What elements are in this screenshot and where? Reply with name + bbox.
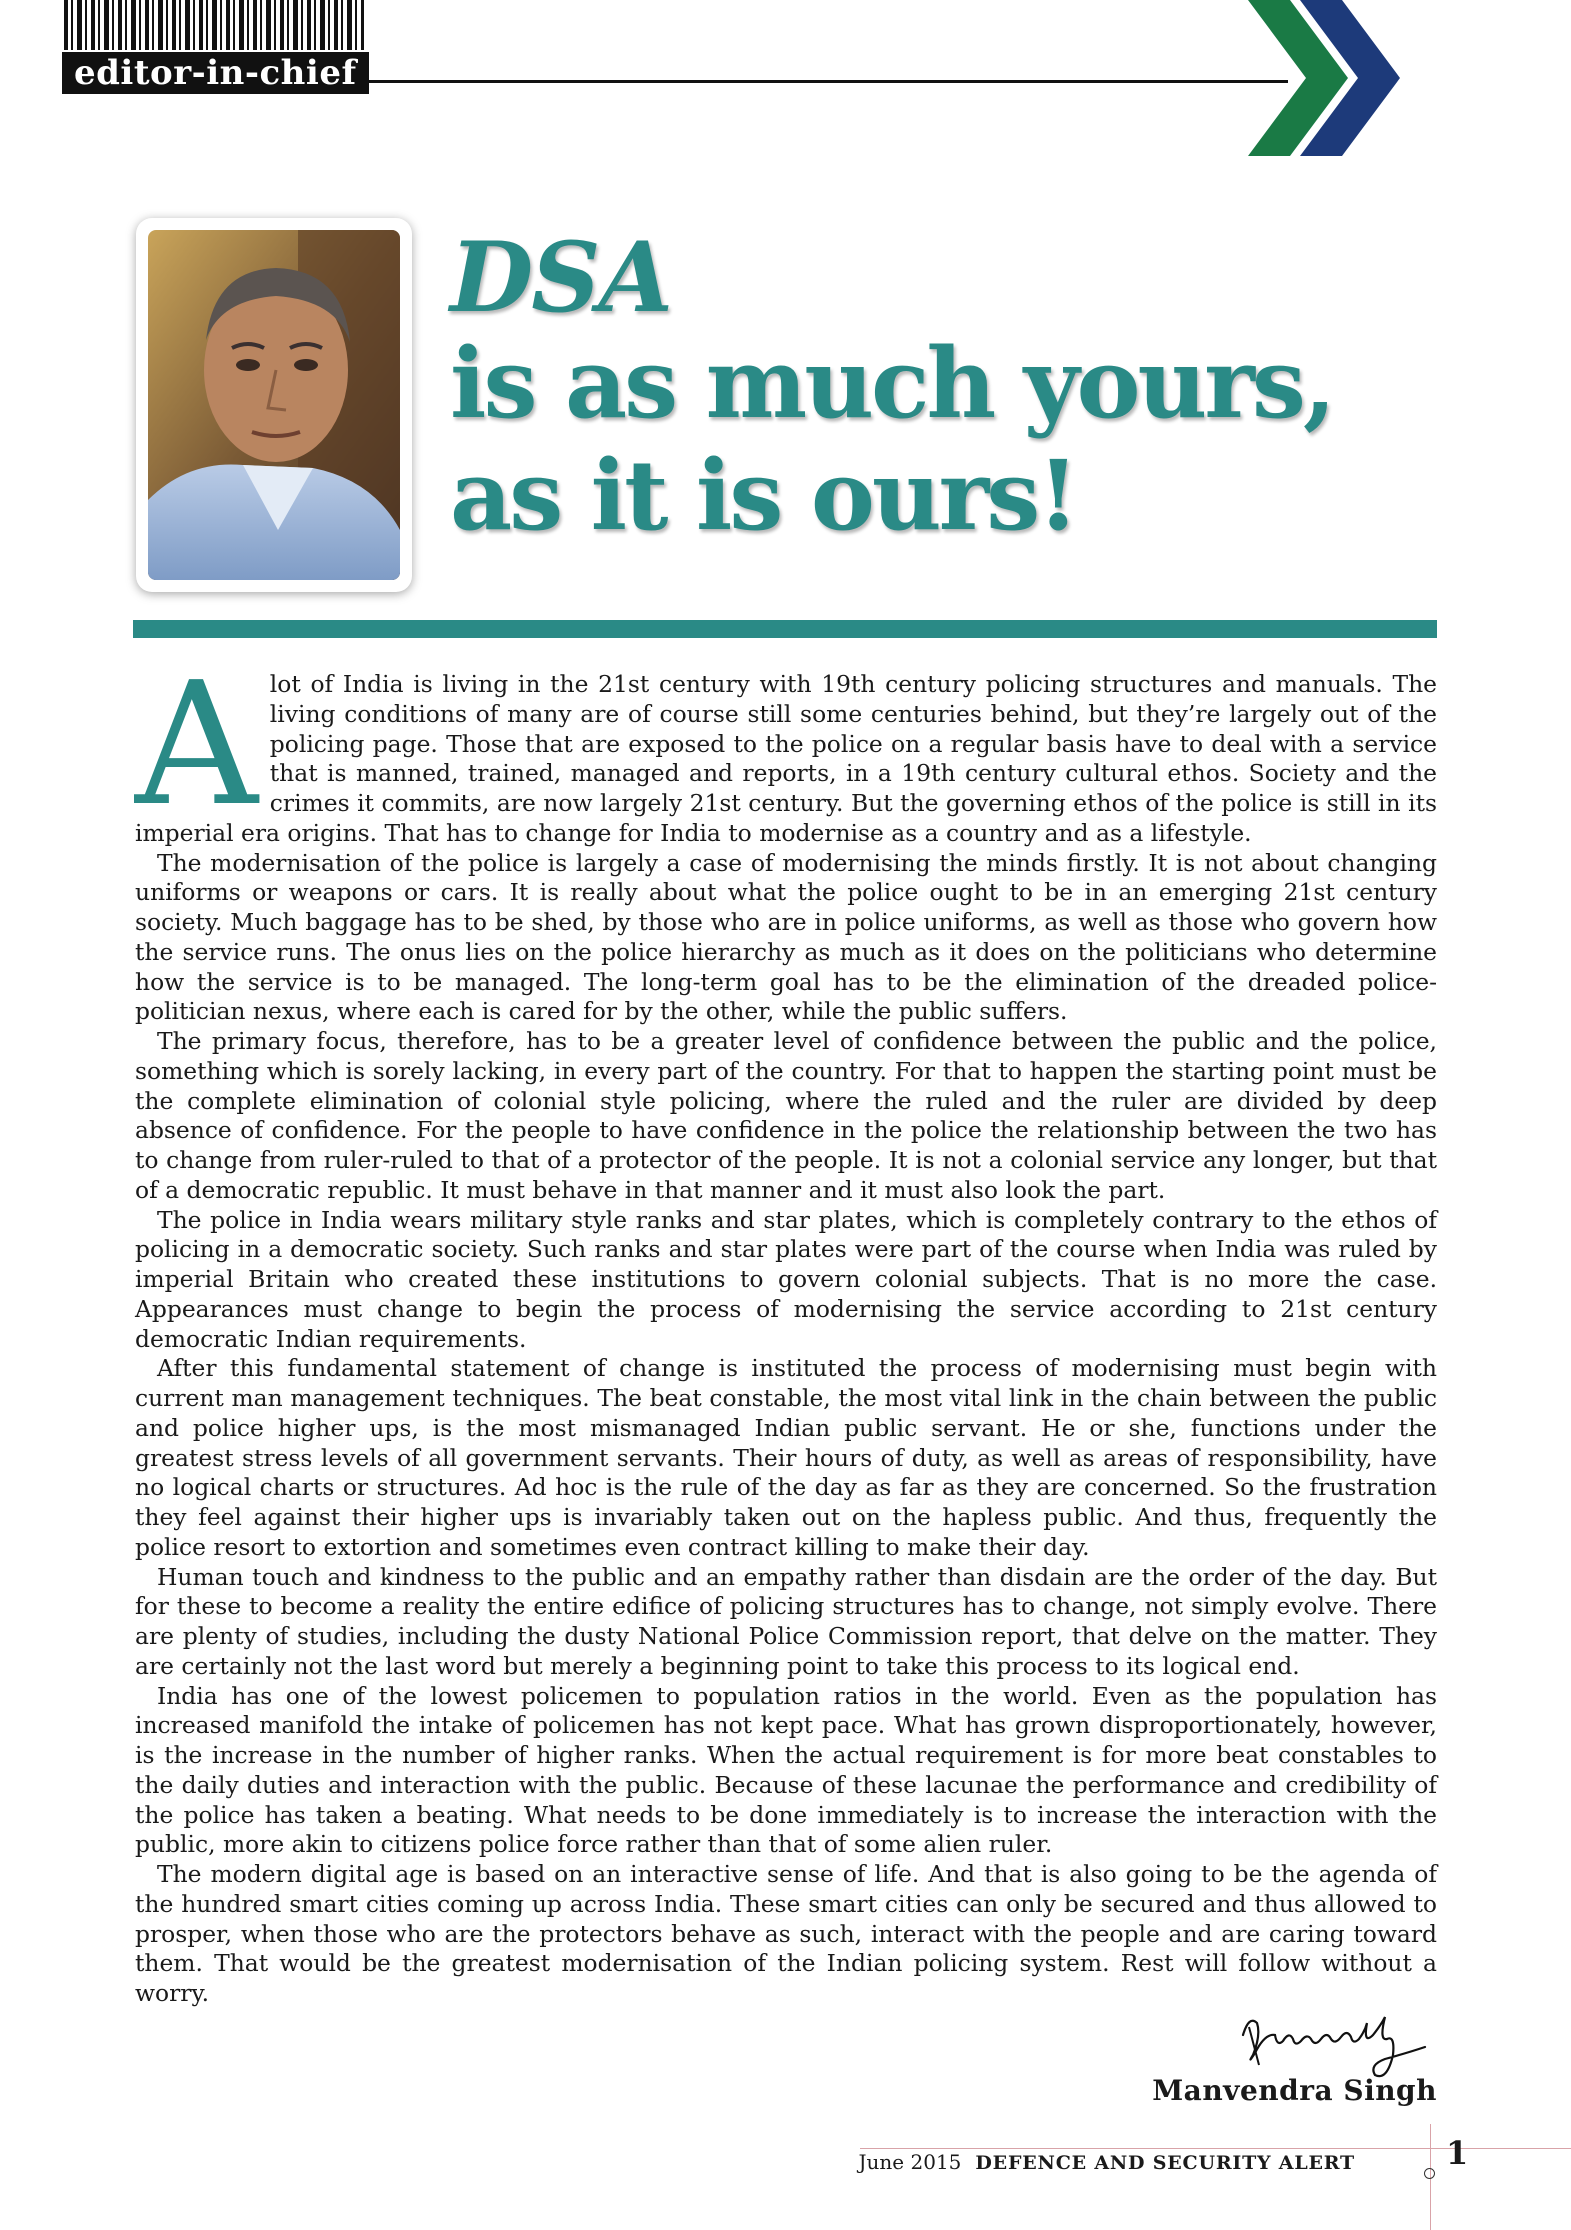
article-body xyxy=(135,646,1437,2009)
paragraph-3: The primary focus, therefore, has to be a greater level of confidence between the public and the police, something which is sorely lacking, in every part of the country. For that to happen the starting point must be the complete elimination of colonial style policing, where the ruled and the ruler are divided by deep absence of confidence. For the people to have confidence in the police the relationship between the two has to change from ruler-ruled to that of a protector of the people. It is not a colonial service any longer, but that of a democratic republic. It must behave in that manner and it must also look the part. xyxy=(135,1027,1437,1204)
signer-name: Manvendra Singh xyxy=(1152,2074,1437,2107)
editor-portrait xyxy=(148,230,400,580)
paragraph-8: The modern digital age is based on an interactive sense of life. And that is also going to be the agenda of the hundred smart cities coming up across India. These smart cities can only be secured and thus allowed to prosper, when those who are the protectors behave as such, interact with the people and are caring toward them. That would be the greatest modernisation of the Indian policing system. Rest will follow without a worry. xyxy=(135,1860,1437,2007)
paragraph-2: The modernisation of the police is largely a case of modernising the minds firstly. It is not about changing uniforms or weapons or cars. It is really about what the police ought to be in an emerging 21st century society. Much baggage has to be shed, by those who are in police uniforms, as well as those who govern how the service runs. The onus lies on the police hierarchy as much as it does on the politicians who determine how the service is to be managed. The long-term goal has to be the elimination of the dreaded police-politician nexus, where each is cared for by the other, while the public suffers. xyxy=(135,848,1437,1026)
header-rule xyxy=(368,80,1288,83)
double-chevron-icon xyxy=(1248,0,1448,160)
headline-line-2: is as much yours, xyxy=(450,327,1334,440)
headline-line-3: as it is ours! xyxy=(450,439,1077,552)
page-number: 1 xyxy=(1446,2134,1469,2172)
registration-mark-icon xyxy=(1424,2168,1435,2179)
headline xyxy=(450,221,1530,552)
barcode-strip xyxy=(64,0,364,50)
editor-portrait-frame xyxy=(136,218,412,592)
title-divider xyxy=(133,620,1437,638)
paragraph-4: The police in India wears military style ranks and star plates, which is completely contrary to the ethos of policing in a democratic society. Such ranks and star plates were part of the course when India was ruled by imperial Britain who created these institutions to govern colonial subjects. That is no more the case. Appearances must change to begin the process of modernising the service according to 21st century democratic Indian requirements. xyxy=(135,1205,1437,1353)
paragraph-7: India has one of the lowest policemen to population ratios in the world. Even as the population has increased manifold the intake of policemen has not kept pace. What has grown disproportionately, however, is the increase in the number of higher ranks. When the actual requirement is for more beat constables to the daily duties and interaction with the public. Because of these lacunae the performance and credibility of the police has taken a beating. What needs to be done immediately is to increase the interaction with the public, more akin to citizens police force rather than that of some alien ruler. xyxy=(135,1681,1437,1859)
paragraph-5: After this fundamental statement of change is instituted the process of modernising must begin with current man management techniques. The beat constable, the most vital link in the chain between the public and police higher ups, is the most mismanaged Indian public servant. He or she, functions under the greatest stress levels of all government servants. Their hours of duty, as well as areas of responsibility, have no logical charts or structures. Ad hoc is the rule of the day as far as they are concerned. So the frustration they feel against their higher ups is invariably taken out on the hapless public. And thus, frequently the police resort to extortion and sometimes even contract killing to make their day. xyxy=(135,1354,1437,1561)
headline-line-1: DSA xyxy=(450,221,672,334)
paragraph-6: Human touch and kindness to the public and an empathy rather than disdain are the order of the day. But for these to become a reality the entire edifice of policing structures has to change, not simply evolve. There are plenty of studies, including the dusty National Police Commission report, that delve on the matter. They are certainly not the last word but merely a beginning point to take this process to its logical end. xyxy=(135,1562,1437,1680)
paragraph-1-text: lot of India is living in the 21st century with 19th century policing structures and manuals. The living conditions of many are of course still some centuries behind, but they’re largely out of the policing page. Those that are exposed to the police on a regular basis have to deal with a service that is manned, trained, managed and reports, in a 19th century cultural ethos. Society and the crimes it commits, are now largely 21st century. But the governing ethos of the police is still in its imperial era origins. That has to change for India to modernise as a country and as a lifestyle. xyxy=(135,670,1437,847)
publication-name: DEFENCE AND SECURITY ALERT xyxy=(975,2152,1355,2174)
footer-credit xyxy=(859,2149,1355,2176)
section-tag: editor-in-chief xyxy=(62,52,369,94)
paragraph-1 xyxy=(135,646,1437,849)
issue-date: June 2015 xyxy=(858,2150,962,2174)
drop-cap: A xyxy=(135,646,258,844)
